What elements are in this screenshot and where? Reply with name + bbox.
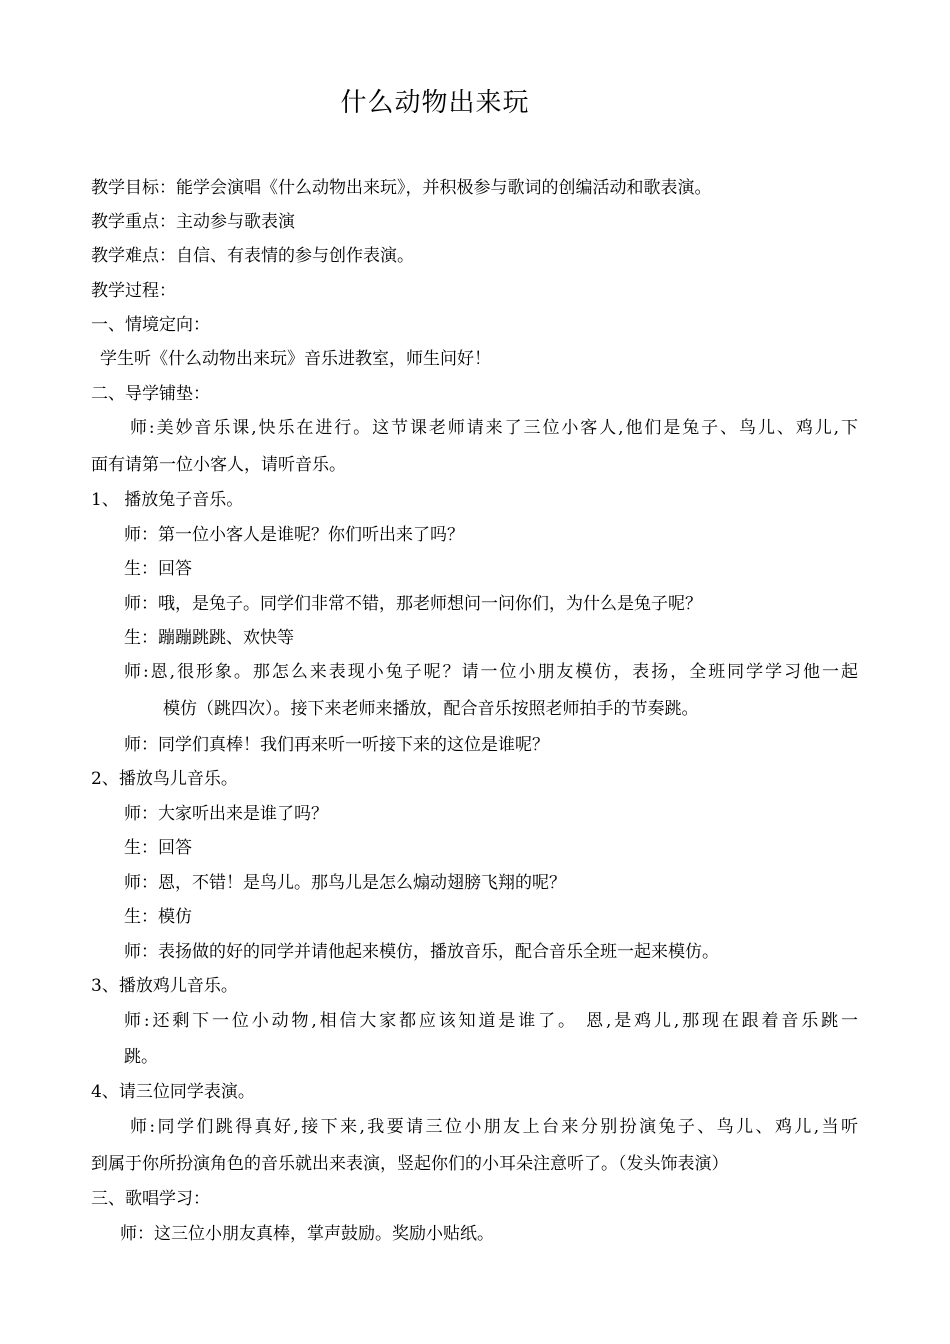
paragraph-line: 面有请第一位小客人，请听音乐。 [91, 455, 346, 475]
dialogue-line: 师：第一位小客人是谁呢？你们听出来了吗？ [124, 525, 464, 545]
dialogue-line: 师：哦，是兔子。同学们非常不错，那老师想问一问你们，为什么是兔子呢？ [124, 594, 702, 614]
document-title: 什么动物出来玩 [340, 88, 530, 118]
dialogue-line: 师：表扬做的好的同学并请他起来模仿，播放音乐，配合音乐全班一起来模仿。 [124, 942, 719, 962]
teaching-difficulty: 教学难点：自信、有表情的参与创作表演。 [91, 246, 414, 266]
teaching-focus: 教学重点：主动参与歌表演 [91, 212, 295, 232]
dialogue-line: 生：回答 [124, 559, 192, 579]
step-heading-3: 3、播放鸡儿音乐。 [91, 976, 238, 996]
dialogue-line: 师：恩，不错！是鸟儿。那鸟儿是怎么煽动翅膀飞翔的呢？ [124, 873, 566, 893]
section-heading-2: 二、导学铺垫： [91, 384, 210, 404]
dialogue-line: 师：同学们真棒！我们再来听一听接下来的这位是谁呢？ [124, 735, 549, 755]
teaching-goal: 教学目标：能学会演唱《什么动物出来玩》，并积极参与歌词的创编活动和歌表演。 [91, 178, 712, 198]
dialogue-line: 师：这三位小朋友真棒，掌声鼓励。奖励小贴纸。 [120, 1224, 494, 1244]
section-heading-1: 一、情境定向： [91, 315, 210, 335]
dialogue-line: 生：蹦蹦跳跳、欢快等 [124, 628, 294, 648]
dialogue-line: 师:恩,很形象。那怎么来表现小兔子呢？请一位小朋友模仿，表扬，全班同学学习他一起 [124, 662, 858, 682]
step-heading-4: 4、请三位同学表演。 [91, 1082, 255, 1102]
dialogue-line: 师:还剩下一位小动物,相信大家都应该知道是谁了。 恩,是鸡儿,那现在跟着音乐跳一 [124, 1011, 858, 1031]
dialogue-line: 师:同学们跳得真好,接下来,我要请三位小朋友上台来分别扮演兔子、鸟儿、鸡儿,当听 [130, 1117, 858, 1137]
dialogue-line: 跳。 [124, 1047, 158, 1067]
dialogue-line: 模仿（跳四次）。接下来老师来播放，配合音乐按照老师拍手的节奏跳。 [163, 699, 699, 719]
paragraph-line: 师:美妙音乐课,快乐在进行。这节课老师请来了三位小客人,他们是兔子、鸟儿、鸡儿,下 [130, 418, 858, 438]
dialogue-line: 生：回答 [124, 838, 192, 858]
paragraph-line: 学生听《什么动物出来玩》音乐进教室，师生问好！ [100, 349, 491, 369]
dialogue-line: 生：模仿 [124, 907, 192, 927]
step-heading-2: 2、播放鸟儿音乐。 [91, 769, 238, 789]
teaching-process-heading: 教学过程： [91, 281, 176, 301]
dialogue-line: 到属于你所扮演角色的音乐就出来表演，竖起你们的小耳朵注意听了。（发头饰表演） [91, 1154, 729, 1174]
dialogue-line: 师：大家听出来是谁了吗？ [124, 804, 328, 824]
step-heading-1: 1、 播放兔子音乐。 [91, 490, 244, 510]
section-heading-3: 三、歌唱学习： [91, 1189, 210, 1209]
